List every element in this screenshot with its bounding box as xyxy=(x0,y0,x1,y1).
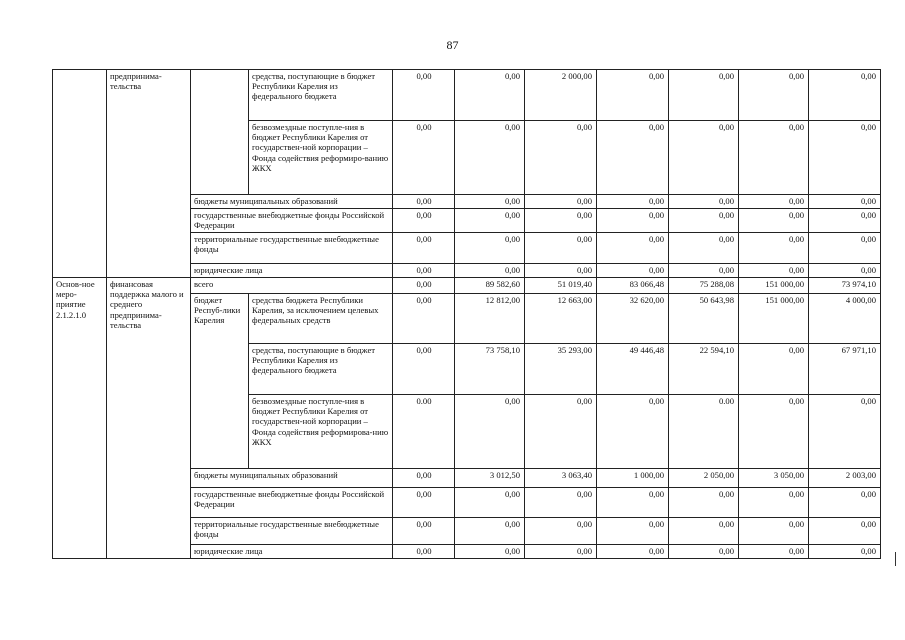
value-cell: 0,00 xyxy=(669,545,739,559)
republic-budget-cell: бюджет Респуб-лики Карелия xyxy=(191,294,249,469)
value-cell: 49 446,48 xyxy=(597,344,669,395)
value-cell: 0,00 xyxy=(739,395,809,469)
source-label: безвозмездные поступле-ния в бюджет Республики Карелия от государствен-ной корпорации – Фонда содействия реформирова-нию ЖКХ xyxy=(249,395,393,469)
value-cell: 12 663,00 xyxy=(525,294,597,344)
value-cell: 0,00 xyxy=(393,121,455,195)
source-label: государственные внебюджетные фонды Российской Федерации xyxy=(191,488,393,518)
value-cell: 0,00 xyxy=(393,344,455,395)
source-label: юридические лица xyxy=(191,264,393,278)
value-cell: 0,00 xyxy=(525,264,597,278)
value-cell: 0,00 xyxy=(669,264,739,278)
value-cell: 0,00 xyxy=(393,278,455,294)
value-cell: 0,00 xyxy=(455,121,525,195)
value-cell: 35 293,00 xyxy=(525,344,597,395)
value-cell: 0,00 xyxy=(809,70,881,121)
value-cell: 0,00 xyxy=(455,209,525,233)
value-cell: 0,00 xyxy=(669,121,739,195)
value-cell: 0,00 xyxy=(669,70,739,121)
value-cell: 0,00 xyxy=(455,195,525,209)
value-cell: 0,00 xyxy=(525,395,597,469)
value-cell: 0.00 xyxy=(669,395,739,469)
value-cell: 0,00 xyxy=(597,70,669,121)
margin-mark xyxy=(895,552,896,566)
value-cell: 0,00 xyxy=(597,264,669,278)
source-label: бюджеты муниципальных образований xyxy=(191,469,393,488)
value-cell: 0,00 xyxy=(393,488,455,518)
value-cell: 0,00 xyxy=(525,545,597,559)
value-cell: 50 643,98 xyxy=(669,294,739,344)
value-cell: 151 000,00 xyxy=(739,294,809,344)
value-cell: 0,00 xyxy=(809,395,881,469)
value-cell: 0,00 xyxy=(739,488,809,518)
value-cell: 0,00 xyxy=(809,233,881,264)
empty-cell xyxy=(53,70,107,278)
program-name-cell: предпринима-тельства xyxy=(107,70,191,278)
value-cell: 0,00 xyxy=(393,195,455,209)
value-cell: 0,00 xyxy=(455,233,525,264)
value-cell: 0,00 xyxy=(455,70,525,121)
value-cell: 0,00 xyxy=(597,195,669,209)
value-cell: 2 050,00 xyxy=(669,469,739,488)
value-cell: 0,00 xyxy=(669,488,739,518)
source-label: всего xyxy=(191,278,393,294)
value-cell: 0,00 xyxy=(393,545,455,559)
value-cell: 0,00 xyxy=(393,70,455,121)
value-cell: 2 000,00 xyxy=(525,70,597,121)
value-cell: 0,00 xyxy=(739,545,809,559)
source-label: бюджеты муниципальных образований xyxy=(191,195,393,209)
value-cell: 0,00 xyxy=(739,121,809,195)
value-cell: 0,00 xyxy=(739,209,809,233)
value-cell: 0,00 xyxy=(393,209,455,233)
funding-table-body xyxy=(53,70,881,559)
table-row xyxy=(53,278,881,294)
value-cell: 3 050,00 xyxy=(739,469,809,488)
value-cell: 0,00 xyxy=(739,70,809,121)
value-cell: 73 758,10 xyxy=(455,344,525,395)
source-label: средства, поступающие в бюджет Республики Карелия из федерального бюджета xyxy=(249,344,393,395)
value-cell: 0,00 xyxy=(455,545,525,559)
value-cell: 4 000,00 xyxy=(809,294,881,344)
value-cell: 0,00 xyxy=(525,209,597,233)
value-cell: 0,00 xyxy=(393,294,455,344)
value-cell: 0,00 xyxy=(669,518,739,545)
source-label: территориальные государственные внебюджетные фонды xyxy=(191,233,393,264)
source-label: государственные внебюджетные фонды Российской Федерации xyxy=(191,209,393,233)
empty-cell xyxy=(191,70,249,195)
value-cell: 0,00 xyxy=(739,195,809,209)
value-cell: 0,00 xyxy=(393,233,455,264)
value-cell: 3 012,50 xyxy=(455,469,525,488)
program-name-cell: финансовая поддержка малого и среднего предпринима-тельства xyxy=(107,278,191,559)
source-label: юридические лица xyxy=(191,545,393,559)
value-cell: 75 288,08 xyxy=(669,278,739,294)
value-cell: 0,00 xyxy=(525,518,597,545)
value-cell: 22 594,10 xyxy=(669,344,739,395)
value-cell: 0,00 xyxy=(669,209,739,233)
value-cell: 0,00 xyxy=(739,518,809,545)
value-cell: 0.00 xyxy=(393,395,455,469)
value-cell: 0,00 xyxy=(809,488,881,518)
value-cell: 0,00 xyxy=(525,488,597,518)
measure-cell: Основ-ное меро-приятие 2.1.2.1.0 xyxy=(53,278,107,559)
value-cell: 89 582,60 xyxy=(455,278,525,294)
value-cell: 0,00 xyxy=(525,195,597,209)
value-cell: 0,00 xyxy=(597,545,669,559)
value-cell: 1 000,00 xyxy=(597,469,669,488)
value-cell: 0,00 xyxy=(739,264,809,278)
table-row xyxy=(53,70,881,121)
value-cell: 0,00 xyxy=(455,488,525,518)
value-cell: 0,00 xyxy=(525,121,597,195)
source-label: средства бюджета Республики Карелия, за исключением целевых федеральных средств xyxy=(249,294,393,344)
value-cell: 0,00 xyxy=(669,233,739,264)
value-cell: 0,00 xyxy=(597,209,669,233)
value-cell: 0,00 xyxy=(455,264,525,278)
value-cell: 0,00 xyxy=(809,518,881,545)
value-cell: 67 971,10 xyxy=(809,344,881,395)
value-cell: 73 974,10 xyxy=(809,278,881,294)
value-cell: 0,00 xyxy=(597,518,669,545)
value-cell: 0,00 xyxy=(597,121,669,195)
value-cell: 2 003,00 xyxy=(809,469,881,488)
value-cell: 0,00 xyxy=(739,344,809,395)
value-cell: 12 812,00 xyxy=(455,294,525,344)
source-label: средства, поступающие в бюджет Республики Карелия из федерального бюджета xyxy=(249,70,393,121)
value-cell: 0,00 xyxy=(455,395,525,469)
value-cell: 0,00 xyxy=(809,545,881,559)
value-cell: 0,00 xyxy=(597,233,669,264)
value-cell: 0,00 xyxy=(739,233,809,264)
value-cell: 0,00 xyxy=(809,209,881,233)
value-cell: 51 019,40 xyxy=(525,278,597,294)
value-cell: 0,00 xyxy=(393,264,455,278)
funding-table xyxy=(52,69,881,559)
source-label: безвозмездные поступле-ния в бюджет Республики Карелия от государствен-ной корпорации – Фонда содействия реформиро-ванию ЖКХ xyxy=(249,121,393,195)
value-cell: 0,00 xyxy=(455,518,525,545)
value-cell: 83 066,48 xyxy=(597,278,669,294)
value-cell: 0,00 xyxy=(393,518,455,545)
value-cell: 0,00 xyxy=(597,395,669,469)
page-number: 87 xyxy=(446,38,459,52)
value-cell: 0,00 xyxy=(525,233,597,264)
value-cell: 0,00 xyxy=(669,195,739,209)
value-cell: 0,00 xyxy=(597,488,669,518)
source-label: территориальные государственные внебюджетные фонды xyxy=(191,518,393,545)
value-cell: 3 063,40 xyxy=(525,469,597,488)
value-cell: 0,00 xyxy=(809,195,881,209)
value-cell: 0,00 xyxy=(393,469,455,488)
value-cell: 151 000,00 xyxy=(739,278,809,294)
value-cell: 0,00 xyxy=(809,264,881,278)
value-cell: 32 620,00 xyxy=(597,294,669,344)
value-cell: 0,00 xyxy=(809,121,881,195)
